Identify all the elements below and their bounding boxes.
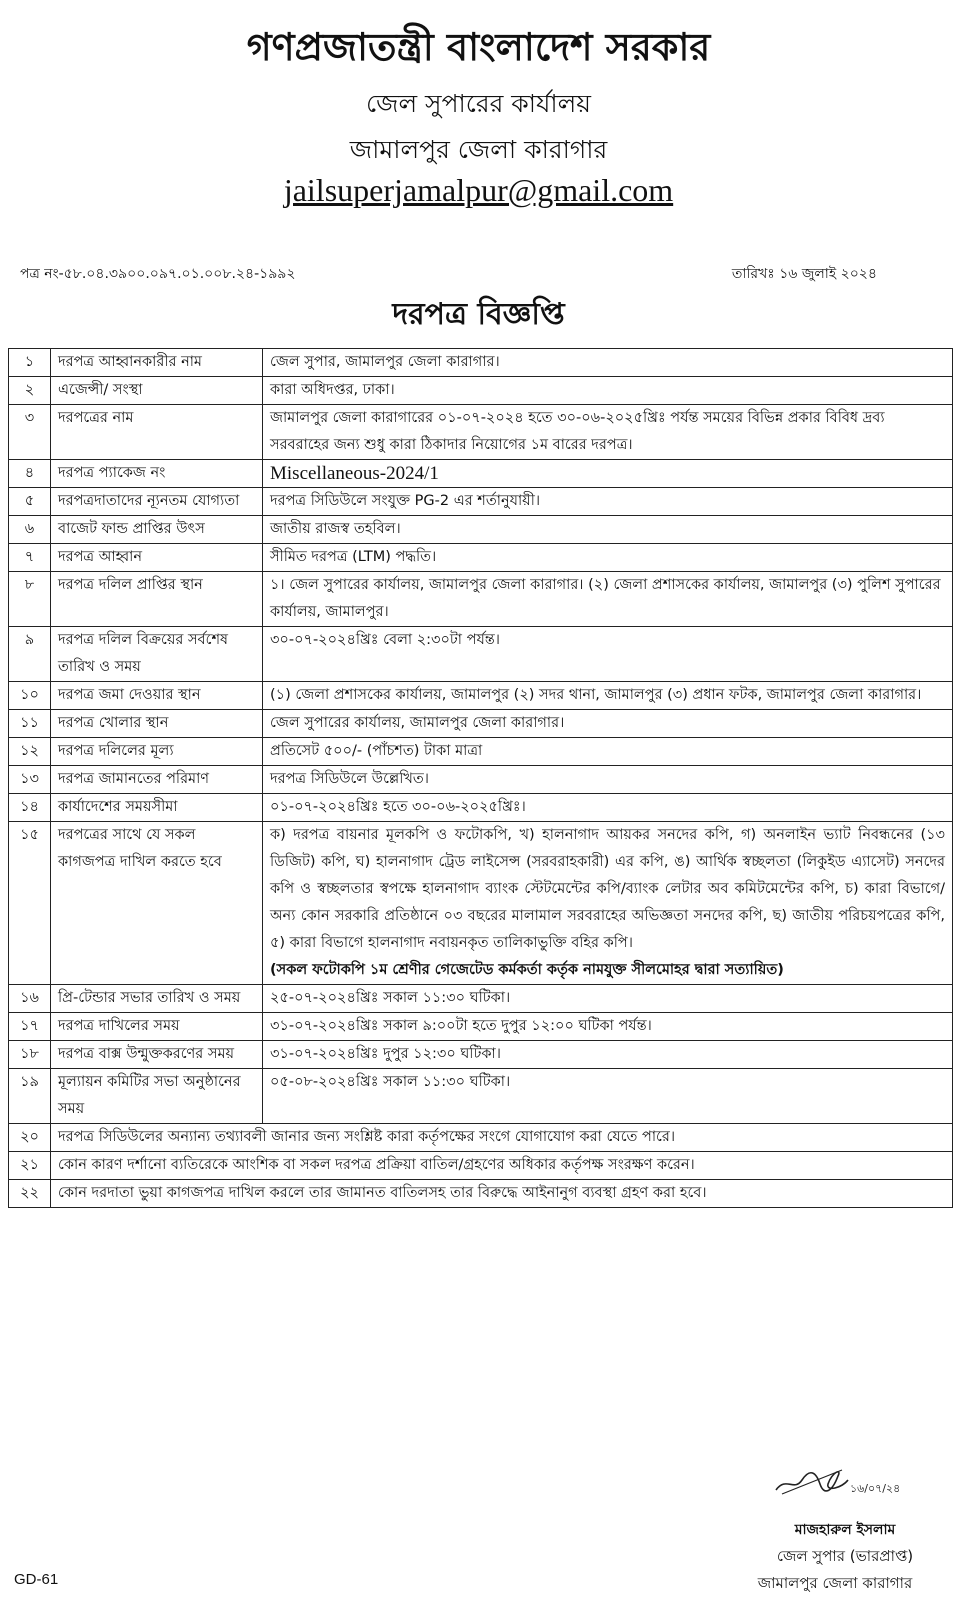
row-number: ২০ (9, 1124, 51, 1152)
row-value-text: দরপত্র সিডিউলে সংযুক্ত PG-2 এর শর্তানুযায়ী। (270, 493, 541, 509)
email-link[interactable]: jailsuperjamalpur@gmail.com (283, 172, 674, 208)
table-row (9, 572, 953, 627)
row-number: ১৯ (9, 1069, 51, 1124)
row-value-text: সীমিত দরপত্র (LTM) পদ্ধতি। (270, 549, 437, 565)
row-number: ৪ (9, 460, 51, 488)
svg-text:১৬/০৭/২৪: ১৬/০৭/২৪ (850, 1482, 901, 1495)
row-text: কোন কারণ দর্শানো ব্যতিরেকে আংশিক বা সকল দরপত্র প্রক্রিয়া বাতিল/গ্রহণের অধিকার কর্তৃপক্ষ সংরক্ষণ করেন। (51, 1152, 953, 1180)
row-value-text: ৩০-০৭-২০২৪খ্রিঃ বেলা ২:৩০টা পর্যন্ত। (270, 632, 500, 648)
row-value (263, 822, 953, 985)
row-item: প্রি-টেন্ডার সভার তারিখ ও সময় (51, 985, 263, 1013)
table-row (9, 349, 953, 377)
row-number: ১৫ (9, 822, 51, 985)
row-number: ৩ (9, 405, 51, 460)
memo-number: পত্র নং-৫৮.০৪.৩৯০০.০৯৭.০১.০০৮.২৪-১৯৯২ (20, 266, 296, 282)
row-value (263, 627, 953, 682)
row-value-text: ০১-০৭-২০২৪খ্রিঃ হতে ৩০-০৬-২০২৫খ্রিঃ। (270, 799, 526, 815)
row-value (263, 738, 953, 766)
table-row (9, 544, 953, 572)
row-number: ২১ (9, 1152, 51, 1180)
table-row (9, 405, 953, 460)
table-row (9, 516, 953, 544)
row-value-text: ১। জেল সুপারের কার্যালয়, জামালপুর জেলা কারাগার। (২) জেলা প্রশাসকের কার্যালয়, জামালপুর (৩) পুলিশ সুপারের কার্যালয়, জামালপুর। (270, 577, 941, 620)
row-value (263, 405, 953, 460)
row-value (263, 349, 953, 377)
tender-table (8, 348, 953, 1208)
footer-code: GD-61 (14, 1571, 59, 1588)
table-row (9, 682, 953, 710)
row-value (263, 460, 953, 488)
row-text: দরপত্র সিডিউলের অন্যান্য তথ্যাবলী জানার জন্য সংশ্লিষ্ট কারা কর্তৃপক্ষের সংগে যোগাযোগ করা যেতে পারে। (51, 1124, 953, 1152)
row-value-text: ক) দরপত্র বায়নার মূলকপি ও ফটোকপি, খ) হালনাগাদ আয়কর সনদের কপি, গ) অনলাইন ভ্যাট নিবন্ধনের (১৩ ডিজিট) কপি, ঘ) হালনাগাদ ট্রেড লাইসেন্স (সরবরাহকারী) এর কপি, ঙ) আর্থিক স্বচ্ছলতা (লিকুইড এ্যাসেট) সনদের কপি ও স্বচ্ছলতার স্বপক্ষে হালনাগাদ ব্যাংক স্টেটমেন্টের কপি/ব্যাংক লেটার অব কমিটমেন্টের কপি, চ) কারা বিভাগে/অন্য কোন সরকারি প্রতিষ্ঠানে ০৩ বছরের মালামাল সরবরাহের অভিজ্ঞতা সনদের কপি, ছ) জাতীয় পরিচয়পত্রের কপি, ৫) কারা বিভাগে হালনাগাদ নবায়নকৃত তালিকাভুক্তি বহির কপি। (270, 827, 945, 951)
row-number: ২ (9, 377, 51, 405)
row-item: দরপত্রের সাথে যে সকল কাগজপত্র দাখিল করতে হবে (51, 822, 263, 985)
notice-title: দরপত্র বিজ্ঞপ্তি (392, 297, 565, 332)
row-number: ১১ (9, 710, 51, 738)
row-value (263, 766, 953, 794)
row-item: দরপত্র প্যাকেজ নং (51, 460, 263, 488)
row-item: দরপত্র জমা দেওয়ার স্থান (51, 682, 263, 710)
row-value-text: ২৫-০৭-২০২৪খ্রিঃ সকাল ১১:৩০ ঘটিকা। (270, 990, 511, 1006)
row-item: দরপত্র দলিল বিক্রয়ের সর্বশেষ তারিখ ও সময় (51, 627, 263, 682)
row-value (263, 572, 953, 627)
row-text: কোন দরদাতা ভুয়া কাগজপত্র দাখিল করলে তার জামানত বাতিলসহ তার বিরুদ্ধে আইনানুগ ব্যবস্থা গ্রহণ করা হবে। (51, 1180, 953, 1208)
table-row (9, 794, 953, 822)
table-row (9, 1180, 953, 1208)
row-value (263, 985, 953, 1013)
table-row (9, 1124, 953, 1152)
row-item: দরপত্র খোলার স্থান (51, 710, 263, 738)
signatory-designation: জেল সুপার (ভারপ্রাপ্ত) (776, 1547, 914, 1565)
table-row (9, 1152, 953, 1180)
table-row (9, 985, 953, 1013)
table-row (9, 460, 953, 488)
table-row (9, 627, 953, 682)
row-value (263, 1013, 953, 1041)
row-value-text: জেল সুপার, জামালপুর জেলা কারাগার। (270, 354, 500, 370)
row-item: দরপত্র আহ্বানকারীর নাম (51, 349, 263, 377)
row-item: দরপত্র জামানতের পরিমাণ (51, 766, 263, 794)
row-value (263, 794, 953, 822)
row-value-text: কারা অধিদপ্তর, ঢাকা। (270, 382, 395, 398)
table-row (9, 822, 953, 985)
row-value-text: জাতীয় রাজস্ব তহবিল। (270, 521, 401, 537)
row-value-text: ৩১-০৭-২০২৪খ্রিঃ সকাল ৯:০০টা হতে দুপুর ১২:০০ ঘটিকা পর্যন্ত। (270, 1018, 652, 1034)
row-value-text: (১) জেলা প্রশাসকের কার্যালয়, জামালপুর (২) সদর থানা, জামালপুর (৩) প্রধান ফটক, জামালপুর জেলা কারাগার। (270, 687, 922, 703)
row-value (263, 544, 953, 572)
row-item: এজেন্সী/ সংস্থা (51, 377, 263, 405)
row-item: দরপত্রের নাম (51, 405, 263, 460)
office-name: জেল সুপারের কার্যালয় (365, 89, 592, 118)
signature-image (772, 1462, 901, 1498)
signatory-name: মাজহারুল ইসলাম (794, 1522, 896, 1538)
row-value (263, 1069, 953, 1124)
row-value (263, 377, 953, 405)
row-value-text: Miscellaneous-2024/1 (270, 463, 439, 484)
row-value (263, 682, 953, 710)
row-value-text: দরপত্র সিডিউলে উল্লেখিত। (270, 771, 429, 787)
row-value (263, 710, 953, 738)
table-row (9, 738, 953, 766)
row-value (263, 1041, 953, 1069)
row-value (263, 488, 953, 516)
row-item: দরপত্র দলিলের মূল্য (51, 738, 263, 766)
row-number: ১ (9, 349, 51, 377)
row-number: ১৬ (9, 985, 51, 1013)
row-number: ১৭ (9, 1013, 51, 1041)
table-row (9, 1041, 953, 1069)
signatory-office: জামালপুর জেলা কারাগার (757, 1574, 913, 1592)
row-item: দরপত্র দাখিলের সময় (51, 1013, 263, 1041)
row-item: কার্যাদেশের সময়সীমা (51, 794, 263, 822)
government-title: গণপ্রজাতন্ত্রী বাংলাদেশ সরকার (246, 25, 711, 69)
row-value-text: জেল সুপারের কার্যালয়, জামালপুর জেলা কারাগার। (270, 715, 565, 731)
row-item: মূল্যায়ন কমিটির সভা অনুষ্ঠানের সময় (51, 1069, 263, 1124)
notice-date: তারিখঃ ১৬ জুলাই ২০২৪ (731, 266, 877, 282)
row-value-text: জামালপুর জেলা কারাগারের ০১-০৭-২০২৪ হতে ৩০-০৬-২০২৫খ্রিঃ পর্যন্ত সময়ের বিভিন্ন প্রকার বিবিধ দ্রব্য সরবরাহের জন্য শুধু কারা ঠিকাদার নিয়োগের ১ম বারের দরপত্র। (270, 410, 885, 453)
row-number: ৮ (9, 572, 51, 627)
table-row (9, 710, 953, 738)
row-number: ৫ (9, 488, 51, 516)
table-row (9, 766, 953, 794)
row-number: ১২ (9, 738, 51, 766)
row-item: দরপত্রদাতাদের ন্যূনতম যোগ্যতা (51, 488, 263, 516)
row-item: দরপত্র আহ্বান (51, 544, 263, 572)
row-number: ১৮ (9, 1041, 51, 1069)
table-row (9, 488, 953, 516)
row-value (263, 516, 953, 544)
table-row (9, 1069, 953, 1124)
row-number: ৯ (9, 627, 51, 682)
row-number: ১০ (9, 682, 51, 710)
row-item: বাজেট ফান্ড প্রাপ্তির উৎস (51, 516, 263, 544)
table-row (9, 377, 953, 405)
row-number: ৭ (9, 544, 51, 572)
row-number: ৬ (9, 516, 51, 544)
table-row (9, 1013, 953, 1041)
row-number: ১৩ (9, 766, 51, 794)
row-item: দরপত্র বাক্স উন্মুক্তকরণের সময় (51, 1041, 263, 1069)
row-value-text: প্রতিসেট ৫০০/- (পাঁচশত) টাকা মাত্রা (270, 743, 483, 759)
row-item: দরপত্র দলিল প্রাপ্তির স্থান (51, 572, 263, 627)
row-value-text: ০৫-০৮-২০২৪খ্রিঃ সকাল ১১:৩০ ঘটিকা। (270, 1074, 511, 1090)
jail-name: জামালপুর জেলা কারাগার (349, 135, 608, 164)
attestation-note: (সকল ফটোকপি ১ম শ্রেণীর গেজেটেড কর্মকর্তা কর্তৃক নামযুক্ত সীলমোহর দ্বারা সত্যায়িত) (270, 962, 784, 978)
row-number: ২২ (9, 1180, 51, 1208)
row-number: ১৪ (9, 794, 51, 822)
row-value-text: ৩১-০৭-২০২৪খ্রিঃ দুপুর ১২:৩০ ঘটিকা। (270, 1046, 501, 1062)
